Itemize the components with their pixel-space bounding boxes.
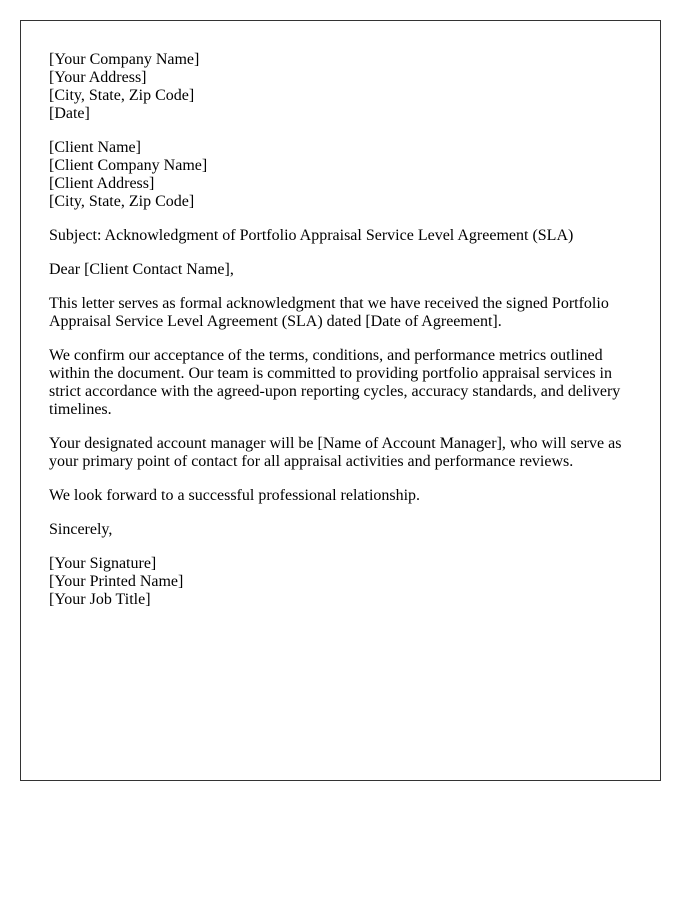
sender-city: [City, State, Zip Code] bbox=[49, 87, 195, 104]
body-paragraph: We look forward to a successful professional relationship. bbox=[49, 487, 421, 504]
letter-page bbox=[20, 20, 661, 781]
salutation: Dear [Client Contact Name], bbox=[49, 261, 234, 278]
body-paragraph: We confirm our acceptance of the terms, conditions, and performance metrics outlined within the document. Our team is committed to providing portfolio appraisal services in strict accordance with the agreed-upon reporting cycles, accuracy standards, and delivery timelines. bbox=[49, 347, 621, 418]
recipient-name: [Client Name] bbox=[49, 139, 141, 156]
printed-name: [Your Printed Name] bbox=[49, 573, 184, 590]
job-title: [Your Job Title] bbox=[49, 591, 151, 608]
subject-line: Subject: Acknowledgment of Portfolio Appraisal Service Level Agreement (SLA) bbox=[49, 227, 574, 244]
signature-block bbox=[49, 555, 632, 609]
signature: [Your Signature] bbox=[49, 555, 157, 572]
recipient-company: [Client Company Name] bbox=[49, 157, 208, 174]
recipient-block bbox=[49, 139, 632, 211]
body-paragraph: Your designated account manager will be [Name of Account Manager], who will serve as your primary point of contact for all appraisal activities and performance reviews. bbox=[49, 435, 622, 470]
sender-company: [Your Company Name] bbox=[49, 51, 200, 68]
sender-block bbox=[49, 51, 632, 123]
letter-date: [Date] bbox=[49, 105, 90, 122]
closing: Sincerely, bbox=[49, 521, 113, 538]
recipient-address: [Client Address] bbox=[49, 175, 155, 192]
body-paragraph: This letter serves as formal acknowledgment that we have received the signed Portfolio Appraisal Service Level Agreement (SLA) dated [Date of Agreement]. bbox=[49, 295, 609, 330]
recipient-city: [City, State, Zip Code] bbox=[49, 193, 195, 210]
sender-address: [Your Address] bbox=[49, 69, 147, 86]
